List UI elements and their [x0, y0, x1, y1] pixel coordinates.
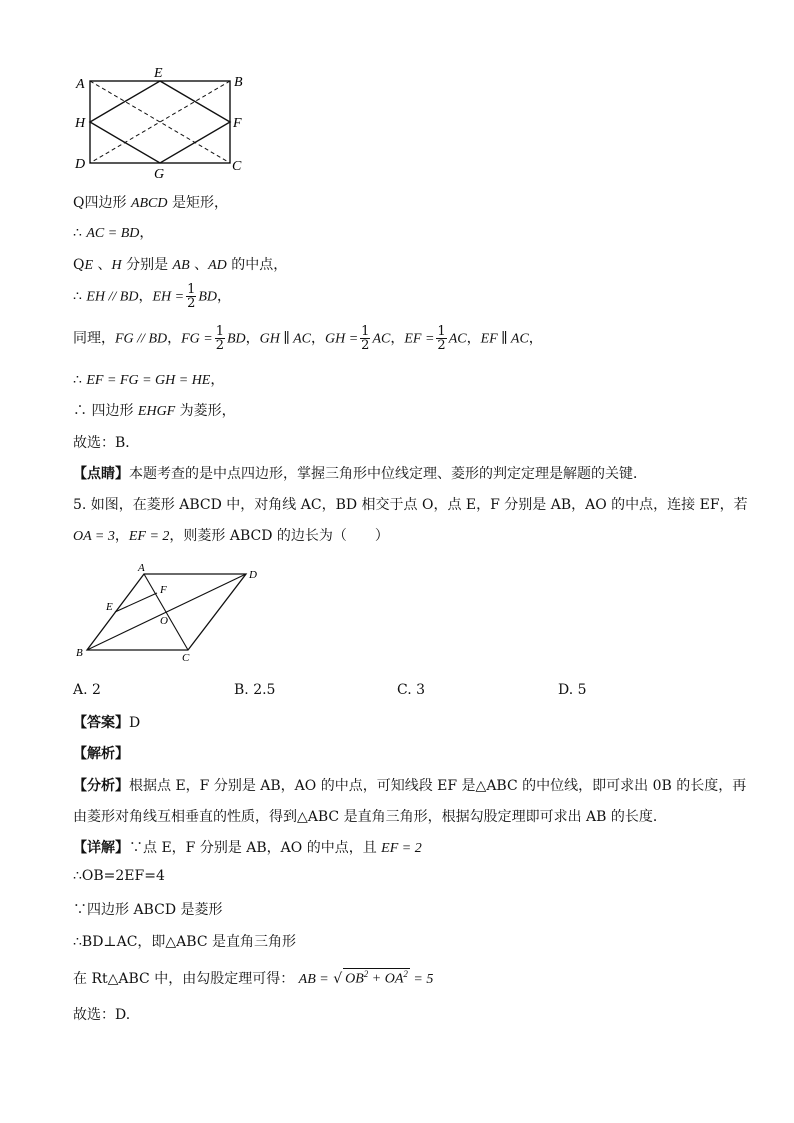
xiangjie-line-1 [73, 837, 422, 857]
text: 四边形 [91, 403, 138, 419]
text: ， [139, 225, 154, 241]
var: H [111, 258, 122, 273]
equation: EF = 2 [128, 529, 170, 544]
answer-value: D [129, 715, 141, 731]
numerator: 1 [215, 324, 224, 339]
text: ， [217, 288, 232, 305]
text: ， [138, 288, 153, 305]
label-H: H [75, 116, 86, 131]
choice-b: B. 2.5 [234, 682, 276, 698]
denominator: 2 [361, 338, 370, 353]
fenxi-text: 根据点 E，F 分别是 AB，AO 的中点，可知线段 EF 是△ABC 的中位线，即可求出 0B 的长度，再 [129, 778, 747, 794]
sqrt-sign: √ [333, 971, 343, 987]
proof-line-8: 故选：B． [73, 435, 140, 451]
label-G: G [154, 167, 165, 182]
xiangjie-line-5 [73, 968, 433, 988]
var: AC [448, 331, 467, 347]
text: ， [167, 330, 182, 347]
term: + OA [368, 972, 404, 987]
therefore-symbol: ∴ [73, 225, 87, 241]
text: 为菱形， [175, 403, 236, 419]
choice-c: C. 3 [397, 682, 426, 698]
label-C: C [182, 652, 190, 664]
label-E: E [106, 601, 113, 613]
proof-line-5 [73, 325, 543, 352]
dianjing-text: 本题考查的是中点四边形，掌握三角形中位线定理、菱形的判定定理是解题的关键． [129, 466, 647, 482]
xiangjie-line-6: 故选：D. [73, 1007, 131, 1023]
var: ABCD [130, 196, 168, 211]
equation: EH // BD [86, 289, 139, 305]
equation: FG // BD [115, 331, 168, 347]
answer-line [73, 712, 140, 732]
fenxi-line-1 [73, 775, 746, 795]
exponent: 2 [363, 969, 369, 980]
numerator: 1 [437, 324, 446, 339]
numerator: 1 [187, 282, 196, 297]
proof-line-2 [73, 222, 153, 242]
text: ， [245, 330, 260, 347]
label-D: D [249, 569, 257, 581]
label-B: B [234, 75, 243, 90]
equation: AC = BD [86, 226, 140, 241]
equation: EF ∥ AC [480, 331, 529, 347]
question-line-1: 5. 如图，在菱形 ABCD 中，对角线 AC，BD 相交于点 O，点 E，F 分别是 AB，AO 的中点，连接 EF，若 [73, 497, 748, 513]
var: AC [372, 331, 391, 347]
fraction [436, 325, 446, 352]
text: ， [210, 372, 225, 388]
var: BD [198, 289, 218, 305]
text: 四边形 [84, 195, 131, 211]
proof-line-4 [73, 283, 231, 310]
denominator: 2 [437, 338, 446, 353]
text: 、 [189, 257, 209, 273]
therefore-symbol: ∴ [73, 288, 87, 305]
equation: OA = 3 [73, 529, 115, 544]
exponent: 2 [403, 969, 408, 980]
fraction [360, 325, 370, 352]
label-B: B [76, 647, 83, 659]
text: ， [466, 330, 481, 347]
equation: = 5 [409, 972, 434, 987]
var: AD [208, 258, 227, 273]
label-E: E [154, 66, 163, 81]
text: ，则菱形 ABCD 的边长为（ ） [169, 528, 389, 544]
because-symbol: Q [73, 195, 85, 211]
analysis-tag: 【解析】 [73, 746, 129, 762]
var: EHGF [137, 404, 176, 419]
xiangjie-line-2: ∴OB=2EF=4 [73, 868, 165, 884]
fraction [186, 283, 196, 310]
question-line-2 [73, 525, 389, 545]
text: 分别是 [121, 257, 173, 273]
equation: EF = 2 [381, 841, 422, 856]
choice-d: D. 5 [558, 682, 587, 698]
equation: AB = [298, 972, 329, 987]
text: ， [390, 330, 405, 347]
numerator: 1 [361, 324, 370, 339]
var: AB [172, 258, 190, 273]
text: 是矩形， [167, 195, 228, 211]
text: 的中点， [226, 257, 288, 273]
text: ， [114, 528, 129, 544]
xiangjie-tag: 【详解】 [73, 840, 129, 856]
proof-line-1 [73, 192, 228, 212]
var: E [84, 258, 94, 273]
equation: GH = [325, 331, 359, 347]
fraction [215, 325, 225, 352]
therefore-symbol: ∴ [73, 372, 87, 388]
denominator: 2 [215, 338, 224, 353]
label-A: A [138, 562, 145, 574]
label-A: A [76, 77, 85, 92]
equation: EF = [404, 331, 435, 347]
proof-line-6 [73, 369, 224, 389]
denominator: 2 [187, 296, 196, 311]
proof-line-7 [73, 400, 236, 420]
var: BD [227, 331, 246, 347]
equation: EF = FG = GH = HE [86, 373, 211, 388]
rhombus-figure [70, 560, 270, 670]
rectangle-figure [70, 64, 250, 184]
label-F: F [160, 584, 167, 596]
sqrt-body [343, 968, 410, 988]
text: ∵点 E，F 分别是 AB，AO 的中点，且 [129, 840, 382, 856]
xiangjie-line-3: ∵四边形 ABCD 是菱形 [73, 902, 223, 918]
fenxi-line-2: 由菱形对角线互相垂直的性质，得到△ABC 是直角三角形，根据勾股定理即可求出 AB 的长度． [73, 809, 667, 825]
label-D: D [75, 157, 86, 172]
xiangjie-line-4: ∴BD⊥AC，即△ABC 是直角三角形 [73, 934, 296, 950]
text: 、 [93, 257, 112, 273]
term: OB [345, 972, 364, 987]
proof-line-3 [73, 254, 287, 274]
text: ， [311, 330, 325, 347]
text: 在 Rt△ABC 中，由勾股定理可得： [73, 971, 295, 987]
text: ， [528, 330, 543, 347]
equation: EH = [152, 289, 185, 305]
fenxi-tag: 【分析】 [73, 778, 129, 794]
equation: GH ∥ AC [259, 331, 311, 347]
label-F: F [233, 116, 242, 131]
dianjing-line [73, 463, 647, 483]
equation: FG = [181, 331, 213, 347]
label-O: O [160, 615, 168, 627]
text: 同理， [73, 330, 115, 347]
dianjing-tag: 【点睛】 [73, 466, 129, 482]
choice-a: A. 2 [73, 682, 101, 698]
therefore-symbol: ∴ [73, 403, 92, 419]
answer-tag: 【答案】 [73, 715, 129, 731]
because-symbol: Q [73, 257, 85, 273]
label-C: C [232, 159, 242, 174]
